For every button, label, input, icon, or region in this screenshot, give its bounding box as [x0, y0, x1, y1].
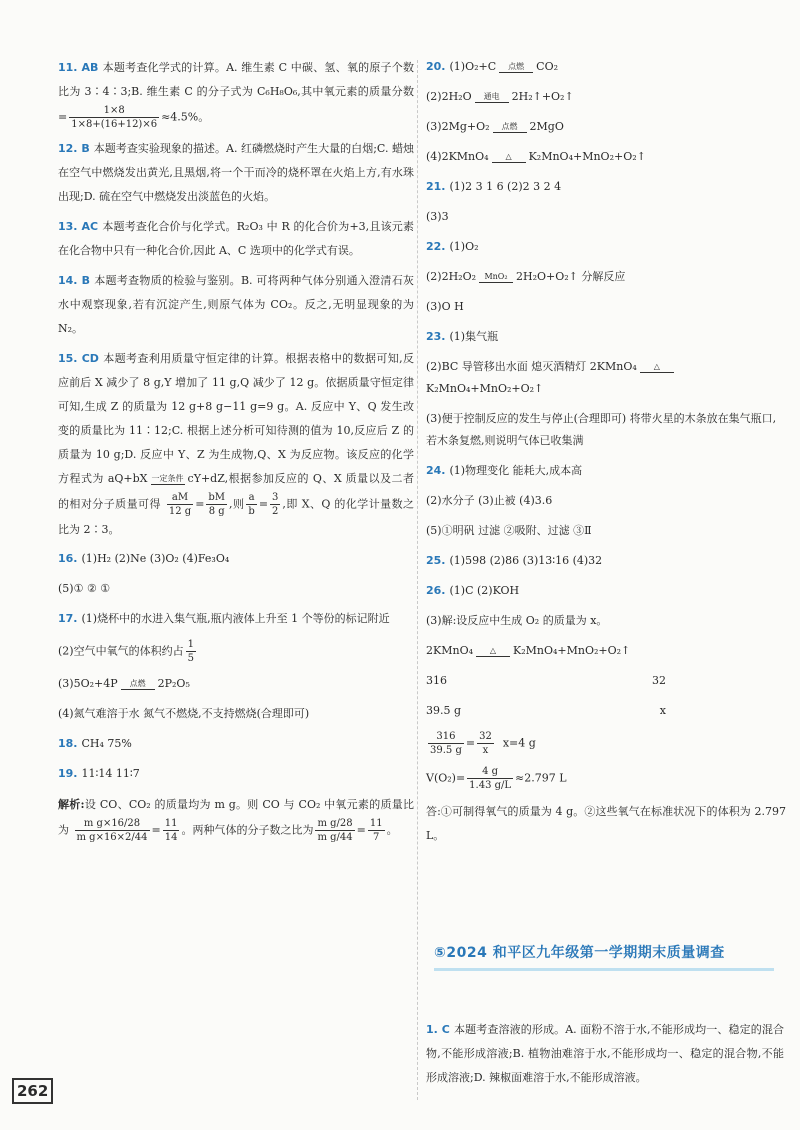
answer-text: 本题考查利用质量守恒定律的计算。根据表格中的数据可知,反应前后 X 减少了 8 g,Y 增加了 11 g,Q 减少了 12 g。依据质量守恒定律可知,生成 Z 的质量为 12 g+8 g−11 g=9 g。A. 反应中 Y、Q 发生改变的质量比为 11∶12;C. 根据上述分析可知待测的值为 10,反应后 Z 的质量为 10 g;D. 反应中 Y、Z 为生成物,Q、X 为反应物。该反应的化学方程式为 aQ+bX — [58, 352, 414, 485]
answer-21 — [426, 176, 786, 228]
answer-text: K₂MnO₄+MnO₂+O₂↑ — [513, 644, 631, 657]
answer-text: 本题考查物质的检验与鉴别。B. 可将两种气体分别通入澄清石灰水中观察现象,若有沉淀产生,则原气体为 CO₂。反之,无明显现象的为 N₂。 — [58, 274, 414, 335]
numerator: m g×16/28 — [75, 817, 150, 831]
answer-line — [58, 763, 414, 785]
answer-line — [58, 548, 414, 570]
proportion — [426, 730, 786, 757]
answer-text: 39.5 g — [426, 704, 462, 717]
answer-19 — [58, 763, 414, 844]
answer-line: (5)① ② ① — [58, 582, 111, 595]
answer-text: (3)5O₂+4P — [58, 677, 118, 690]
answer-text: 。两种气体的分子数之比为 — [181, 823, 314, 837]
answer-line — [426, 236, 786, 258]
answer-number: 23. — [426, 330, 446, 343]
condition-label: 点燃 — [129, 678, 146, 688]
answer-text: (1)物理变化 能耗大,成本高 — [449, 464, 583, 477]
reaction-arrow — [492, 162, 526, 163]
answer-number: 13. AC — [58, 220, 99, 233]
answer-line: (2)水分子 (3)止被 (4)3.6 — [426, 494, 553, 507]
denominator: 7 — [373, 832, 380, 843]
fraction — [75, 817, 150, 844]
answer-line — [426, 86, 786, 108]
answer-22 — [426, 236, 786, 318]
answer-text: 。 — [386, 823, 398, 837]
fraction — [186, 638, 196, 665]
condition-label: △ — [653, 361, 660, 371]
condition-label: △ — [505, 151, 512, 161]
reaction-arrow — [479, 282, 513, 283]
answer-text: 11∶14 11∶7 — [81, 767, 140, 780]
reaction-condition — [476, 646, 510, 657]
denominator: 1×8+(16+12)×6 — [71, 119, 158, 130]
denominator: 12 g — [168, 506, 192, 517]
numerator: 11 — [369, 818, 383, 829]
numerator: a — [246, 491, 256, 505]
column-divider — [417, 60, 418, 1100]
answer-text: (1)C (2)KOH — [449, 584, 520, 597]
answer-text: 本题考查化合价与化学式。R₂O₃ 中 R 的化合价为+3,且该元素在化合物中只有一种化合价,因此 A、C 选项中的化学式有误。 — [58, 220, 414, 257]
fraction — [206, 491, 227, 518]
numerator: bM — [208, 492, 226, 503]
answer-text: (4)2KMnO₄ — [426, 150, 489, 163]
answer-text: 设 CO、CO₂ 的质量均为 m g。则 CO 与 CO₂ 中氧元素的质量比为 — [58, 798, 414, 837]
answer-text: (2)BC 导管移出水面 熄灭酒精灯 2KMnO₄ — [426, 360, 637, 373]
denominator: b — [248, 506, 255, 517]
numerator: 3 — [272, 492, 279, 503]
answer-text: ≈2.797 L — [515, 771, 567, 785]
equals-sign: = — [258, 497, 269, 511]
reaction-arrow — [493, 132, 527, 133]
answer-12 — [58, 137, 414, 209]
answer-text: (2)空气中氧气的体积约占 — [58, 644, 184, 658]
answer-14 — [58, 269, 414, 341]
denominator: 8 g — [208, 506, 225, 517]
analysis-label: 解析: — [58, 798, 85, 811]
reaction-arrow — [476, 656, 510, 657]
answer-23 — [426, 326, 786, 452]
answer-text: CO₂ — [536, 60, 559, 73]
answer-line: (3)O H — [426, 300, 464, 313]
answer-26 — [426, 580, 786, 848]
denominator: m g/44 — [317, 832, 353, 843]
answer-16 — [58, 548, 414, 600]
answer-text: 2H₂↑+O₂↑ — [511, 90, 574, 103]
condition-label: 点燃 — [508, 61, 525, 71]
denominator: 39.5 g — [430, 745, 462, 756]
section-title: ⑤2024 和平区九年级第一学期期末质量调查 — [434, 942, 774, 971]
answer-text: (1)598 (2)86 (3)13∶16 (4)32 — [449, 554, 603, 567]
answer-text: 2KMnO₄ — [426, 644, 473, 657]
answer-15 — [58, 347, 414, 542]
answer-text: cY+dZ,根据参加反应的 Q、X 质量以及二者的相对分子质量可得 — [58, 472, 415, 511]
left-column — [58, 56, 414, 850]
fraction — [467, 765, 513, 792]
answer-line — [426, 326, 786, 348]
fraction — [315, 817, 354, 844]
answer-line — [426, 460, 786, 482]
answer-number: 11. AB — [58, 61, 99, 74]
answer-text: 本题考查实验现象的描述。A. 红磷燃烧时产生大量的白烟;C. 蜡烛在空气中燃烧发出黄光,且黑烟,将一个干而冷的烧杯罩在火焰上方,有水珠出现;D. 硫在空气中燃烧发出淡蓝色的火焰。 — [58, 142, 414, 203]
condition-label: △ — [489, 645, 497, 655]
analysis — [58, 793, 414, 844]
numerator: aM — [167, 491, 193, 505]
answer-text: (1)O₂ — [449, 240, 479, 253]
answer-number: 19. — [58, 767, 78, 780]
numerator: 316 — [428, 730, 464, 744]
answer-number: 15. CD — [58, 352, 99, 365]
answer-text: K₂MnO₄+MnO₂+O₂↑ — [528, 150, 646, 163]
numerator: m g/28 — [317, 818, 353, 829]
denominator: 2 — [272, 506, 279, 517]
fraction — [428, 730, 464, 757]
answer-text: 本题考查溶液的形成。A. 面粉不溶于水,不能形成均一、稳定的混合物,不能形成溶液;B. 植物油难溶于水,不能形成均一、稳定的混合物,不能形成溶液;D. 辣椒面难溶于水,不能形成溶液。 — [426, 1023, 784, 1084]
fraction — [246, 491, 256, 518]
equals-sign: = — [195, 497, 205, 511]
volume-calc — [426, 765, 786, 792]
answer-text: (3)2Mg+O₂ — [426, 120, 490, 133]
answer-17 — [58, 608, 414, 725]
answer-text: 32 — [652, 674, 666, 687]
answer-line: (3)便于控制反应的发生与停止(合理即可) 将带火星的木条放在集气瓶口,若木条复燃,则说明气体已收集满 — [426, 412, 777, 447]
condition-label: 点燃 — [501, 121, 518, 131]
reaction-condition — [121, 679, 155, 690]
answer-text: ≈4.5%。 — [161, 110, 210, 124]
answer-20 — [426, 56, 786, 168]
answer-number: 1. C — [426, 1023, 450, 1036]
answer-25 — [426, 550, 786, 572]
answer-line — [58, 608, 414, 630]
answer-number: 14. B — [58, 274, 90, 287]
condition-label: 通电 — [483, 91, 500, 101]
reaction-arrow — [475, 102, 509, 103]
right-column — [426, 56, 786, 854]
fraction — [167, 491, 193, 518]
numerator: 11 — [164, 818, 178, 829]
answer-text: ,即 X、Q 的化学计量数之比为 2∶3。 — [58, 497, 415, 536]
denominator: x — [482, 745, 489, 756]
answer-13 — [58, 215, 414, 263]
answer-text: (1)O₂+C — [449, 60, 497, 73]
answer-text: 2H₂O+O₂↑ 分解反应 — [516, 270, 626, 283]
answer-number: 25. — [426, 554, 446, 567]
reaction-condition — [492, 152, 526, 163]
reaction-condition — [640, 362, 674, 373]
answer-line — [426, 116, 786, 138]
equals-sign: = — [465, 736, 476, 750]
answer-text: 本题考查化学式的计算。A. 维生素 C 中碳、氢、氧的原子个数比为 3∶4∶3;B. 维生素 C 的分子式为 C₆H₈O₆,其中氧元素的质量分数= — [58, 61, 414, 124]
answer-line: (5)①明矾 过滤 ②吸附、过滤 ③Ⅱ — [426, 524, 592, 537]
answer-number: 20. — [426, 60, 446, 73]
answer-text: 2MgO — [529, 120, 564, 133]
answer-text: (1)烧杯中的水进入集气瓶,瓶内液体上升至 1 个等份的标记附近 — [81, 612, 390, 625]
final-answer: 答:①可制得氧气的质量为 4 g。②这些氧气在标准状况下的体积为 2.797 L。 — [426, 805, 786, 842]
denominator: 14 — [164, 832, 178, 843]
reaction-condition — [475, 92, 509, 103]
answer-line — [58, 673, 414, 695]
reaction-condition — [499, 62, 533, 73]
equals-sign: = — [356, 823, 366, 837]
answer-number: 22. — [426, 240, 446, 253]
answer-line: (3)3 — [426, 210, 449, 223]
answer-24 — [426, 460, 786, 542]
answer-text: x — [659, 704, 666, 717]
answer-number: 18. — [58, 737, 78, 750]
answer-18 — [58, 733, 414, 755]
fraction — [69, 104, 159, 131]
reaction-arrow — [151, 484, 185, 485]
mass-row — [426, 700, 666, 722]
numerator: 32 — [479, 731, 492, 742]
answer-text: CH₄ 75% — [81, 737, 132, 750]
denominator: 5 — [187, 653, 194, 664]
answer-number: 12. B — [58, 142, 90, 155]
reaction-arrow — [640, 372, 674, 373]
denominator: 1.43 g/L — [469, 780, 512, 791]
answer-number: 21. — [426, 180, 446, 193]
answer-11 — [58, 56, 414, 131]
answer-number: 24. — [426, 464, 446, 477]
numerator: 1×8 — [69, 104, 159, 118]
fraction — [270, 491, 280, 518]
answer-text: K₂MnO₄+MnO₂+O₂↑ — [426, 382, 544, 395]
denominator: m g×16×2/44 — [76, 832, 148, 843]
fraction — [368, 817, 385, 844]
answer-text: 2P₂O₅ — [157, 677, 190, 690]
answer-number: 16. — [58, 552, 78, 565]
fraction — [477, 730, 494, 757]
answer-line — [426, 1018, 784, 1090]
reaction-condition — [493, 122, 527, 133]
answer-line — [426, 580, 786, 602]
reaction-arrow — [499, 72, 533, 73]
answer-line: (4)氮气难溶于水 氮气不燃烧,不支持燃烧(合理即可) — [58, 707, 310, 720]
numerator: 1 — [187, 639, 194, 650]
answer-line — [58, 638, 414, 665]
answer-text: ,则 — [229, 497, 245, 511]
numerator: 4 g — [467, 765, 513, 779]
answer-text: 316 — [426, 674, 447, 687]
reaction-arrow — [121, 689, 155, 690]
mass-row — [426, 670, 666, 692]
answer-line — [426, 176, 786, 198]
answer-line — [426, 266, 786, 288]
reaction-condition — [479, 272, 513, 283]
answer-text: x=4 g — [502, 736, 536, 750]
answer-line — [426, 640, 786, 662]
answer-line — [426, 146, 786, 168]
fraction — [163, 817, 180, 844]
equals-sign: = — [151, 823, 161, 837]
answer-text: (1)集气瓶 — [449, 330, 499, 343]
answer-text: (2)2H₂O — [426, 90, 472, 103]
answer-text: V(O₂)= — [426, 771, 466, 785]
condition-label: MnO₂ — [484, 271, 508, 281]
condition-label: 一定条件 — [151, 473, 184, 483]
answer-1 — [426, 1018, 784, 1096]
reaction-condition — [151, 474, 185, 485]
answer-number: 17. — [58, 612, 78, 625]
page-number: 262 — [12, 1078, 53, 1104]
answer-number: 26. — [426, 584, 446, 597]
answer-line — [426, 56, 786, 78]
answer-line: (3)解:设反应中生成 O₂ 的质量为 x。 — [426, 614, 608, 627]
answer-text: (2)2H₂O₂ — [426, 270, 477, 283]
answer-text: (1)2 3 1 6 (2)2 3 2 4 — [449, 180, 562, 193]
answer-text: (1)H₂ (2)Ne (3)O₂ (4)Fe₃O₄ — [81, 552, 230, 565]
answer-line — [426, 356, 786, 400]
